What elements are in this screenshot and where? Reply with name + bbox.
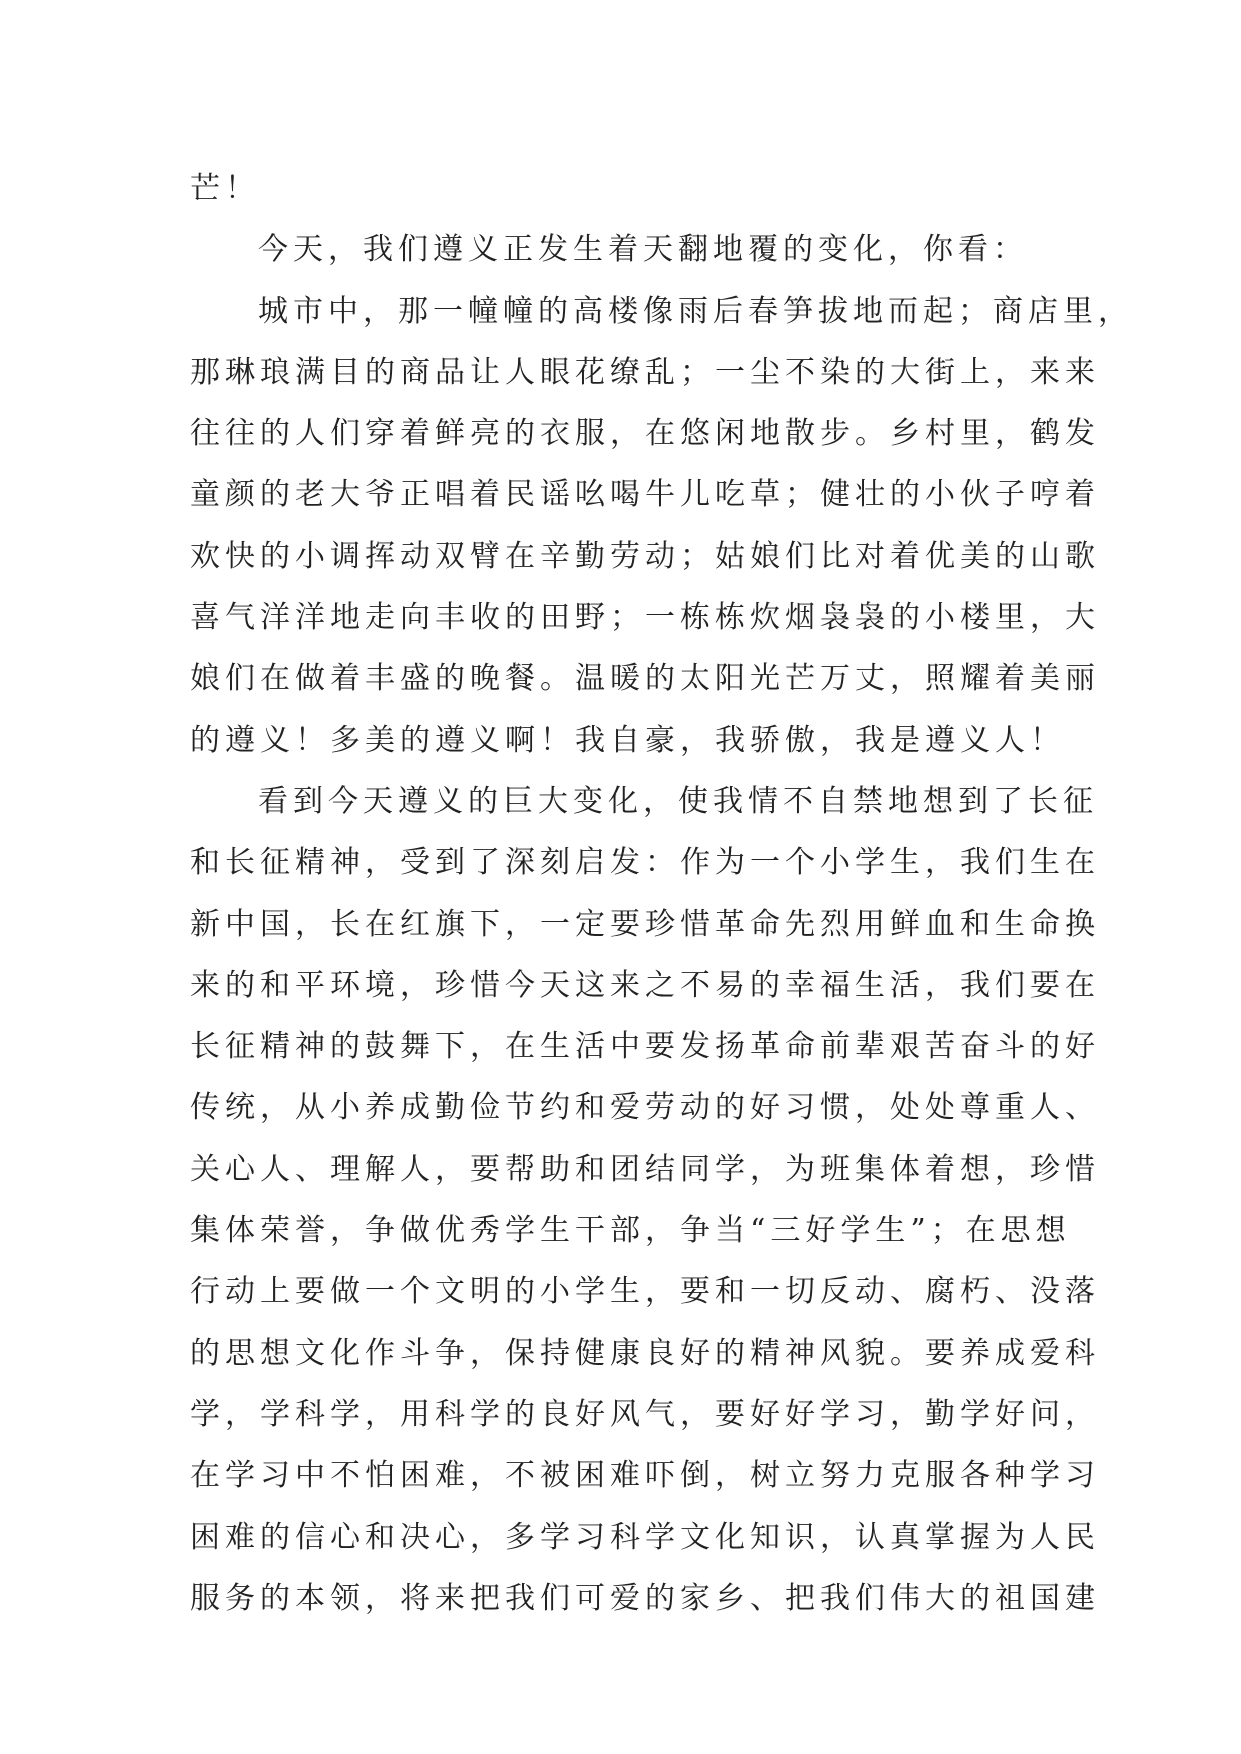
text-line: 和长征精神，受到了深刻启发：作为一个小学生，我们生在 [190,845,1100,881]
text-line: 那琳琅满目的商品让人眼花缭乱；一尘不染的大街上，来来 [190,354,1100,390]
text-line: 长征精神的鼓舞下，在生活中要发扬革命前辈艰苦奋斗的好 [190,1029,1100,1065]
essay-body [190,158,1133,1629]
text-line: 往往的人们穿着鲜亮的衣服，在悠闲地散步。乡村里，鹤发 [190,416,1100,452]
text-line: 喜气洋洋地走向丰收的田野；一栋栋炊烟袅袅的小楼里，大 [190,600,1100,636]
text-line: 童颜的老大爷正唱着民谣吆喝牛儿吃草；健壮的小伙子哼着 [190,477,1100,513]
text-line: 困难的信心和决心，多学习科学文化知识，认真掌握为人民 [190,1519,1100,1555]
text-line: 新中国，长在红旗下，一定要珍惜革命先烈用鲜血和生命换 [190,906,1100,942]
text-line: 今天，我们遵义正发生着天翻地覆的变化，你看： [258,232,1028,268]
text-line: 芒！ [190,171,260,206]
text-line: 集体荣誉，争做优秀学生干部，争当“三好学生”；在思想 [190,1213,1071,1249]
text-line: 学，学科学，用科学的良好风气，要好好学习，勤学好问， [190,1396,1100,1432]
text-line: 传统，从小养成勤俭节约和爱劳动的好习惯，处处尊重人、 [190,1090,1100,1126]
text-line: 关心人、理解人，要帮助和团结同学，为班集体着想，珍惜 [190,1151,1100,1187]
text-line: 服务的本领，将来把我们可爱的家乡、把我们伟大的祖国建 [190,1580,1100,1616]
text-line: 行动上要做一个文明的小学生，要和一切反动、腐朽、没落 [190,1274,1100,1310]
text-line: 欢快的小调挥动双臂在辛勤劳动；姑娘们比对着优美的山歌 [190,538,1100,574]
text-line: 城市中，那一幢幢的高楼像雨后春笋拔地而起；商店里， [258,293,1133,329]
text-line: 的思想文化作斗争，保持健康良好的精神风貌。要养成爱科 [190,1335,1100,1371]
text-line: 的遵义！多美的遵义啊！我自豪，我骄傲，我是遵义人！ [190,722,1065,758]
text-line: 看到今天遵义的巨大变化，使我情不自禁地想到了长征 [258,783,1098,819]
text-line: 来的和平环境，珍惜今天这来之不易的幸福生活，我们要在 [190,967,1100,1003]
text-line: 娘们在做着丰盛的晚餐。温暖的太阳光芒万丈，照耀着美丽 [190,661,1100,697]
text-line: 在学习中不怕困难，不被困难吓倒，树立努力克服各种学习 [190,1458,1100,1494]
